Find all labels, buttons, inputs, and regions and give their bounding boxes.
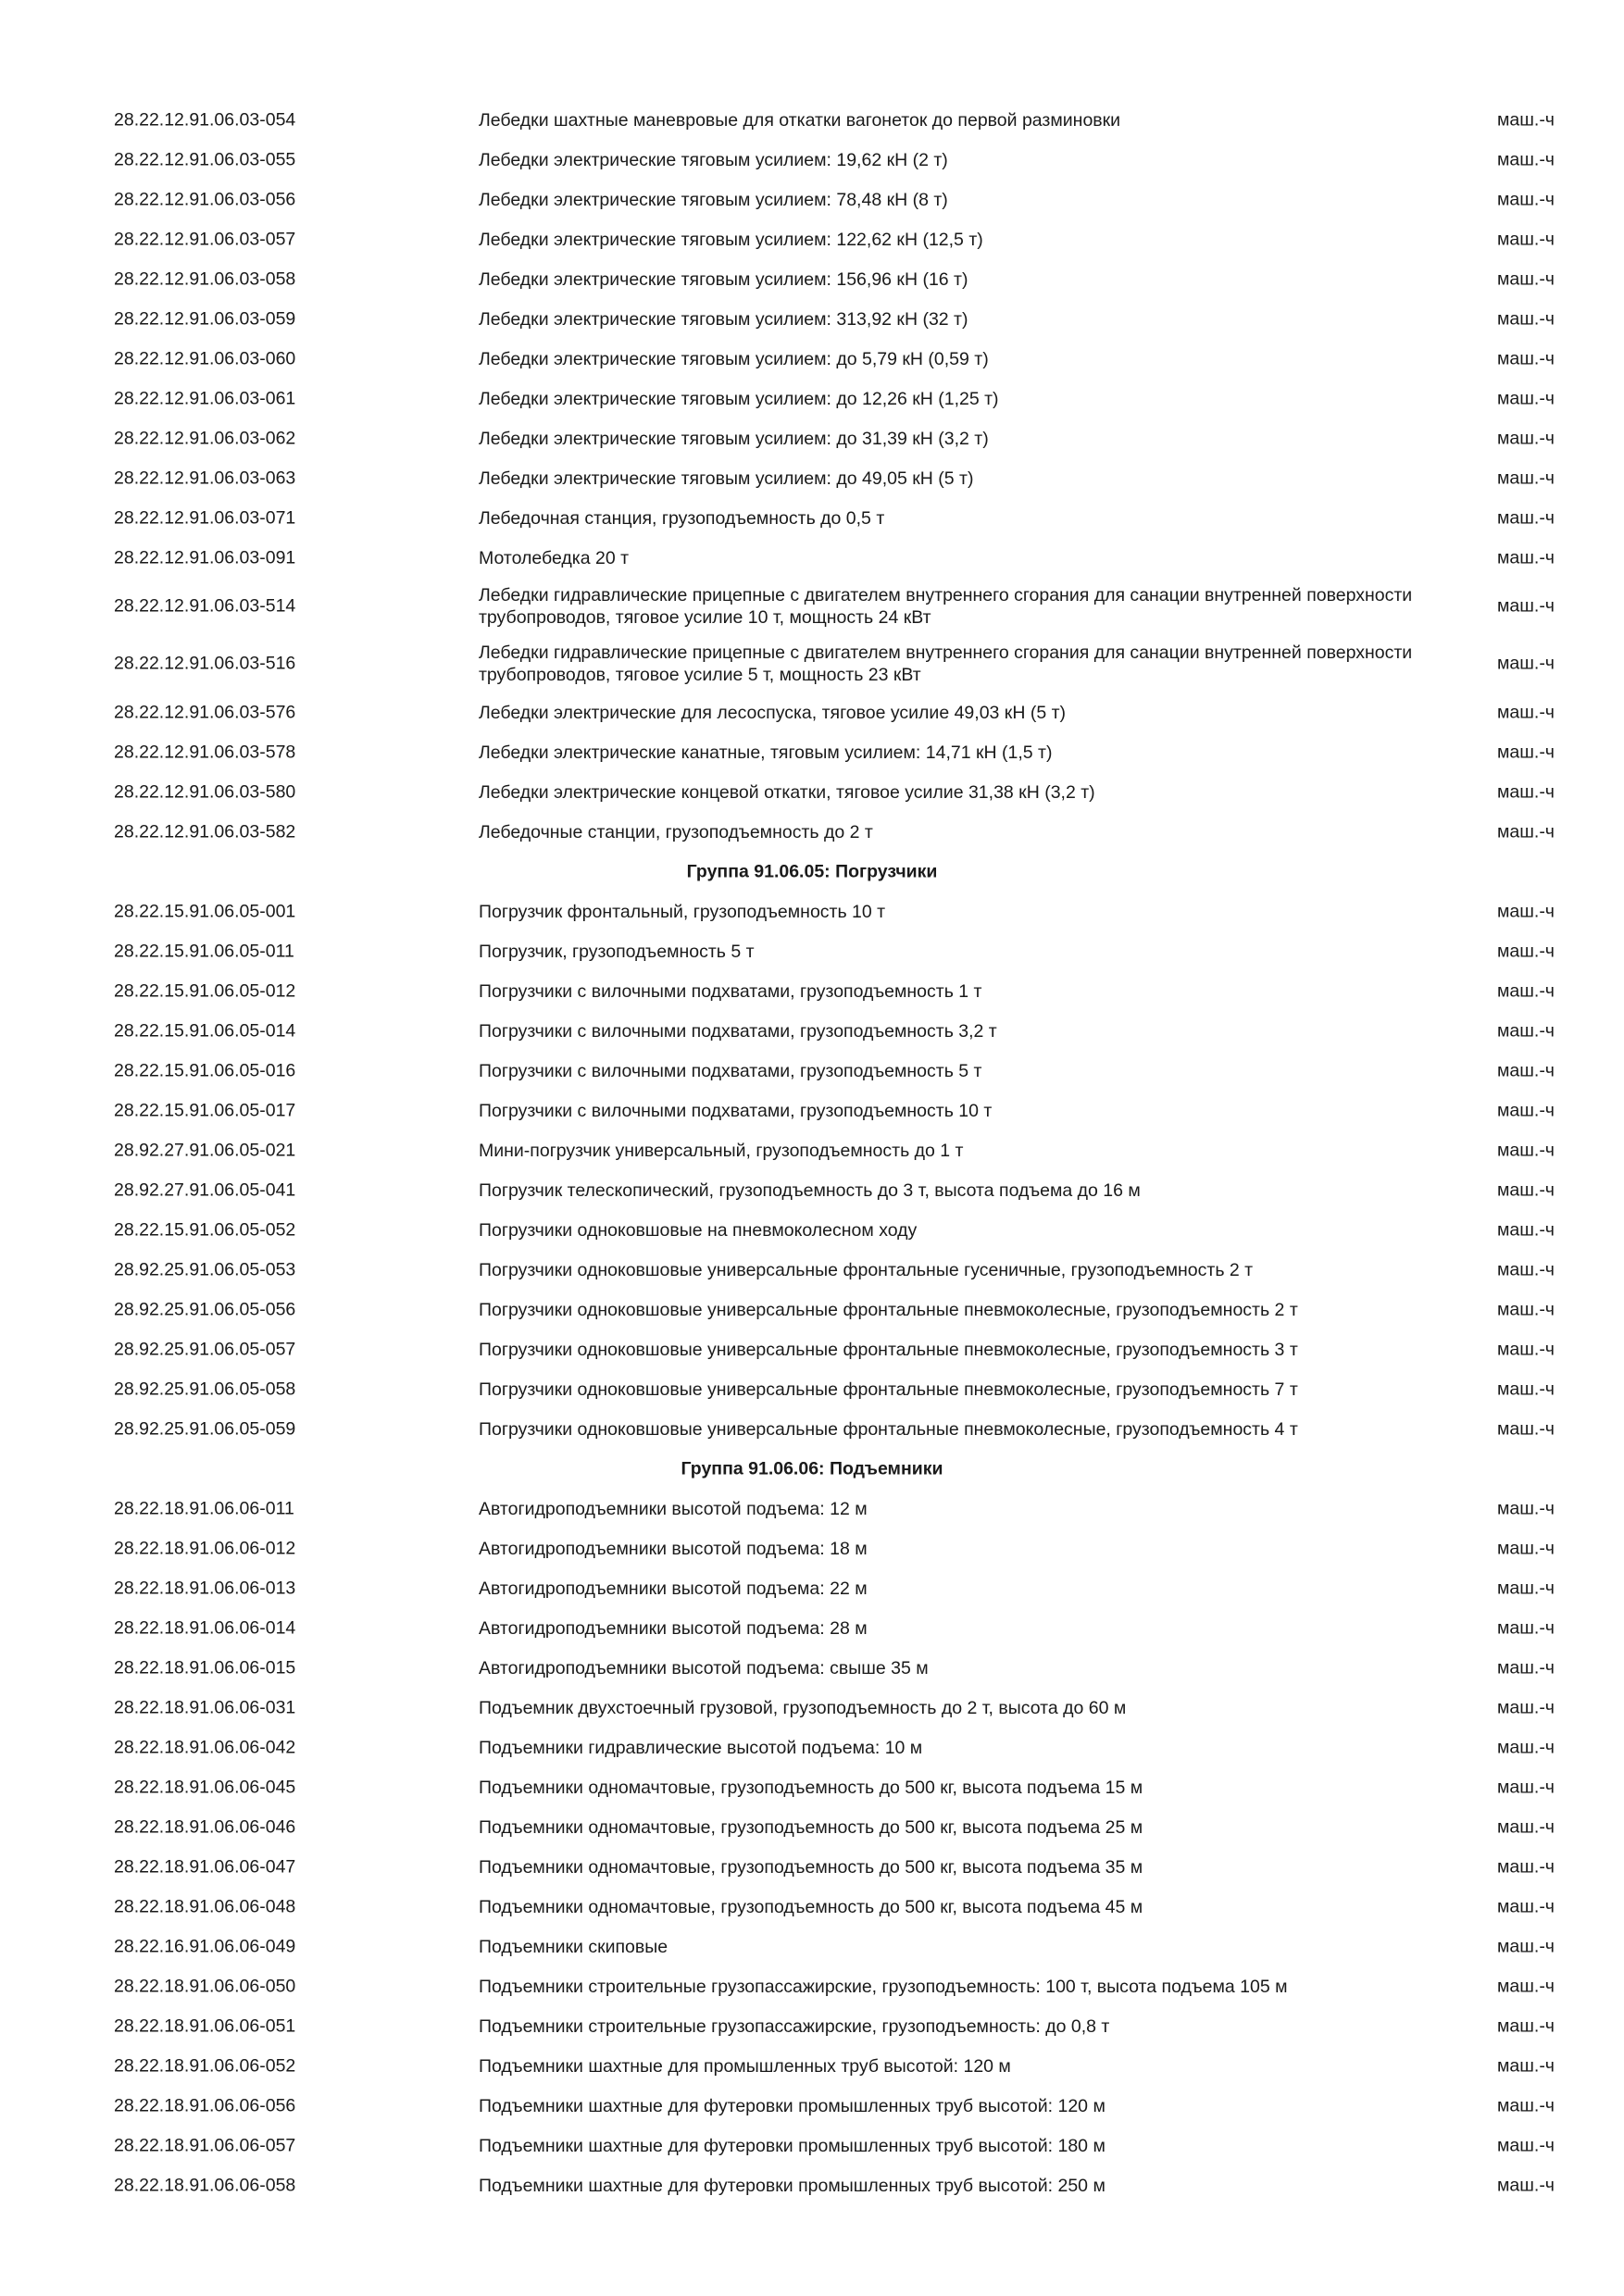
resource-description: Погрузчики одноковшовые универсальные фронтальные гусеничные, грузоподъемность 2 т [479,1259,1254,1280]
resource-code: 28.22.15.91.06.05-016 [114,1060,296,1080]
resource-description: Погрузчики с вилочными подхватами, грузоподъемность 3,2 т [479,1020,997,1042]
resource-description: Подъемники одномачтовые, грузоподъемность до 500 кг, высота подъема 15 м [479,1777,1143,1798]
table-row [0,2126,1624,2165]
unit-of-measure: маш.-ч [1497,821,1555,842]
unit-of-measure: маш.-ч [1497,595,1555,617]
resource-code: 28.22.15.91.06.05-012 [114,980,296,1001]
resource-code: 28.22.12.91.06.03-063 [114,468,296,488]
unit-of-measure: маш.-ч [1497,1060,1555,1080]
resource-code: 28.22.18.91.06.06-051 [114,2015,296,2036]
table-row [0,772,1624,812]
table-row [0,931,1624,971]
resource-description: Подъемники одномачтовые, грузоподъемность до 500 кг, высота подъема 45 м [479,1896,1143,1917]
table-row [0,1568,1624,1608]
unit-of-measure: маш.-ч [1497,388,1555,408]
resource-description: Погрузчики с вилочными подхватами, грузоподъемность 10 т [479,1100,993,1121]
resource-description: Погрузчики одноковшовые универсальные фронтальные пневмоколесные, грузоподъемность 2 т [479,1299,1298,1320]
resource-description: Погрузчик фронтальный, грузоподъемность 10 т [479,901,886,922]
resource-description: Подъемники строительные грузопассажирские, грузоподъемность: 100 т, высота подъема 105 м [479,1976,1288,1997]
unit-of-measure: маш.-ч [1497,547,1555,568]
resource-description: Лебедочные станции, грузоподъемность до 2 т [479,821,873,842]
table-row [0,1369,1624,1409]
resource-description: Погрузчики с вилочными подхватами, грузоподъемность 5 т [479,1060,982,1081]
table-row [0,1210,1624,1250]
unit-of-measure: маш.-ч [1497,1140,1555,1160]
group-title: Группа 91.06.06: Подъемники [681,1458,943,1479]
resource-description: Мини-погрузчик универсальный, грузоподъемность до 1 т [479,1140,964,1161]
resource-description: Погрузчики с вилочными подхватами, грузоподъемность 1 т [479,980,982,1002]
table-row [0,971,1624,1011]
resource-code: 28.92.25.91.06.05-059 [114,1418,296,1439]
table-row [0,1529,1624,1568]
resource-description: Автогидроподъемники высотой подъема: 28 м [479,1617,868,1639]
unit-of-measure: маш.-ч [1497,1856,1555,1877]
table-row [0,1170,1624,1210]
unit-of-measure: маш.-ч [1497,2095,1555,2115]
unit-of-measure: маш.-ч [1497,348,1555,368]
unit-of-measure: маш.-ч [1497,1299,1555,1319]
unit-of-measure: маш.-ч [1497,1617,1555,1638]
unit-of-measure: маш.-ч [1497,1737,1555,1757]
table-row [0,498,1624,538]
unit-of-measure: маш.-ч [1497,1538,1555,1558]
resource-description: Подъемники строительные грузопассажирские, грузоподъемность: до 0,8 т [479,2015,1110,2037]
resource-code: 28.22.15.91.06.05-017 [114,1100,296,1120]
resource-code: 28.22.12.91.06.03-576 [114,702,296,722]
unit-of-measure: маш.-ч [1497,702,1555,722]
resource-description: Лебедки электрические тяговым усилием: 19,62 кН (2 т) [479,149,948,170]
unit-of-measure: маш.-ч [1497,229,1555,249]
resource-description: Лебедки электрические тяговым усилием: 313,92 кН (32 т) [479,308,968,330]
table-row [0,339,1624,379]
unit-of-measure: маш.-ч [1497,1498,1555,1518]
table-row [0,1250,1624,1290]
unit-of-measure: маш.-ч [1497,941,1555,961]
resource-code: 28.22.18.91.06.06-058 [114,2175,296,2195]
resource-code: 28.22.12.91.06.03-060 [114,348,296,368]
unit-of-measure: маш.-ч [1497,2175,1555,2195]
resource-code: 28.22.18.91.06.06-014 [114,1617,296,1638]
resource-description: Подъемники скиповые [479,1936,668,1957]
resource-description: Лебедки шахтные маневровые для откатки вагонеток до первой разминовки [479,109,1121,131]
resource-description: Лебедки электрические концевой откатки, тяговое усилие 31,38 кН (3,2 т) [479,781,1095,803]
unit-of-measure: маш.-ч [1497,2015,1555,2036]
table-row [0,1091,1624,1130]
resource-description: Автогидроподъемники высотой подъема: 22 м [479,1578,868,1599]
table-row [0,732,1624,772]
resource-code: 28.22.18.91.06.06-052 [114,2055,296,2076]
table-row [0,2046,1624,2086]
resource-description: Лебедки гидравлические прицепные с двигателем внутреннего сгорания для санации внутренней поверхности трубопроводов, тяговое усилие 10 т, мощность 24 кВт [479,585,1413,628]
table-row [0,418,1624,458]
unit-of-measure: маш.-ч [1497,1379,1555,1399]
unit-of-measure: маш.-ч [1497,653,1555,674]
resource-code: 28.92.25.91.06.05-058 [114,1379,296,1399]
resource-code: 28.22.18.91.06.06-012 [114,1538,296,1558]
table-row [0,2165,1624,2205]
resource-description: Автогидроподъемники высотой подъема: 12 м [479,1498,868,1519]
table-row [0,140,1624,180]
resource-code: 28.22.15.91.06.05-014 [114,1020,296,1041]
unit-of-measure: маш.-ч [1497,1896,1555,1916]
table-row [0,2006,1624,2046]
resource-code: 28.22.12.91.06.03-057 [114,229,296,249]
resource-code: 28.22.15.91.06.05-052 [114,1219,296,1240]
resource-code: 28.22.18.91.06.06-042 [114,1737,296,1757]
resource-code: 28.92.25.91.06.05-057 [114,1339,296,1359]
table-row [0,1489,1624,1529]
table-row [0,892,1624,931]
unit-of-measure: маш.-ч [1497,149,1555,169]
resource-code: 28.22.18.91.06.06-031 [114,1697,296,1717]
resource-description: Подъемники шахтные для футеровки промышленных труб высотой: 250 м [479,2175,1106,2196]
group-header [0,1449,1624,1489]
resource-code: 28.22.18.91.06.06-057 [114,2135,296,2155]
table-row [0,1927,1624,1966]
table-row [0,259,1624,299]
unit-of-measure: маш.-ч [1497,901,1555,921]
table-row [0,693,1624,732]
resource-description: Подъемники шахтные для футеровки промышленных труб высотой: 120 м [479,2095,1106,2116]
table-row [0,1011,1624,1051]
resource-code: 28.22.12.91.06.03-578 [114,742,296,762]
table-row [0,1130,1624,1170]
resource-code: 28.92.25.91.06.05-056 [114,1299,296,1319]
table-row [0,1051,1624,1091]
resource-code: 28.22.12.91.06.03-582 [114,821,296,842]
table-row [0,1648,1624,1688]
resource-code: 28.22.12.91.06.03-516 [114,653,296,674]
unit-of-measure: маш.-ч [1497,1179,1555,1200]
resource-description: Лебедки электрические тяговым усилием: 122,62 кН (12,5 т) [479,229,983,250]
resource-description: Лебедки электрические для лесоспуска, тяговое усилие 49,03 кН (5 т) [479,702,1067,723]
resource-code: 28.22.18.91.06.06-045 [114,1777,296,1797]
resource-code: 28.22.12.91.06.03-054 [114,109,296,130]
resource-description: Подъемники одномачтовые, грузоподъемность до 500 кг, высота подъема 35 м [479,1856,1143,1878]
table-row [0,100,1624,140]
unit-of-measure: маш.-ч [1497,1657,1555,1678]
table-row [0,1608,1624,1648]
resource-description: Лебедки электрические тяговым усилием: до 31,39 кН (3,2 т) [479,428,989,449]
resource-description: Подъемник двухстоечный грузовой, грузоподъемность до 2 т, высота до 60 м [479,1697,1127,1718]
unit-of-measure: маш.-ч [1497,2055,1555,2076]
unit-of-measure: маш.-ч [1497,189,1555,209]
resource-code: 28.22.18.91.06.06-047 [114,1856,296,1877]
unit-of-measure: маш.-ч [1497,2135,1555,2155]
resource-code: 28.22.12.91.06.03-091 [114,547,296,568]
resource-code: 28.22.12.91.06.03-062 [114,428,296,448]
resource-code: 28.22.18.91.06.06-011 [114,1498,294,1518]
resource-description: Лебедки гидравлические прицепные с двигателем внутреннего сгорания для санации внутренней поверхности трубопроводов, тяговое усилие 5 т, мощность 23 кВт [479,643,1413,685]
resource-code: 28.92.25.91.06.05-053 [114,1259,296,1279]
resource-description: Погрузчики одноковшовые универсальные фронтальные пневмоколесные, грузоподъемность 3 т [479,1339,1298,1360]
table-row [0,1728,1624,1767]
resource-code: 28.22.12.91.06.03-514 [114,595,296,617]
unit-of-measure: маш.-ч [1497,1100,1555,1120]
resource-description: Подъемники гидравлические высотой подъема: 10 м [479,1737,923,1758]
resource-description: Автогидроподъемники высотой подъема: 18 м [479,1538,868,1559]
resource-code: 28.22.12.91.06.03-061 [114,388,296,408]
unit-of-measure: маш.-ч [1497,468,1555,488]
resource-description: Мотолебедка 20 т [479,547,630,568]
resource-code: 28.22.12.91.06.03-055 [114,149,296,169]
resource-code: 28.22.12.91.06.03-071 [114,507,296,528]
price-table [0,100,1624,2205]
resource-code: 28.22.18.91.06.06-046 [114,1816,296,1837]
resource-code: 28.22.18.91.06.06-056 [114,2095,296,2115]
unit-of-measure: маш.-ч [1497,781,1555,802]
table-row [0,1807,1624,1847]
resource-description: Лебедки электрические канатные, тяговым усилием: 14,71 кН (1,5 т) [479,742,1053,763]
unit-of-measure: маш.-ч [1497,1936,1555,1956]
unit-of-measure: маш.-ч [1497,1418,1555,1439]
resource-code: 28.22.18.91.06.06-013 [114,1578,296,1598]
resource-code: 28.22.18.91.06.06-048 [114,1896,296,1916]
unit-of-measure: маш.-ч [1497,1020,1555,1041]
table-row [0,538,1624,578]
table-row [0,1847,1624,1887]
resource-code: 28.22.15.91.06.05-011 [114,941,294,961]
resource-description: Погрузчики одноковшовые универсальные фронтальные пневмоколесные, грузоподъемность 7 т [479,1379,1298,1400]
unit-of-measure: маш.-ч [1497,109,1555,130]
table-row [0,1329,1624,1369]
table-row [0,458,1624,498]
resource-description: Погрузчики одноковшовые универсальные фронтальные пневмоколесные, грузоподъемность 4 т [479,1418,1298,1440]
unit-of-measure: маш.-ч [1497,1339,1555,1359]
table-row [0,299,1624,339]
table-row [0,379,1624,418]
unit-of-measure: маш.-ч [1497,428,1555,448]
unit-of-measure: маш.-ч [1497,1777,1555,1797]
resource-description: Подъемники одномачтовые, грузоподъемность до 500 кг, высота подъема 25 м [479,1816,1143,1838]
table-row [0,578,1624,635]
table-row [0,2086,1624,2126]
resource-code: 28.22.12.91.06.03-580 [114,781,296,802]
unit-of-measure: маш.-ч [1497,742,1555,762]
unit-of-measure: маш.-ч [1497,268,1555,289]
resource-code: 28.92.27.91.06.05-021 [114,1140,296,1160]
unit-of-measure: маш.-ч [1497,1219,1555,1240]
table-row [0,1290,1624,1329]
resource-description: Подъемники шахтные для промышленных труб высотой: 120 м [479,2055,1011,2077]
resource-description: Лебедки электрические тяговым усилием: 78,48 кН (8 т) [479,189,948,210]
unit-of-measure: маш.-ч [1497,1697,1555,1717]
unit-of-measure: маш.-ч [1497,1578,1555,1598]
table-row [0,219,1624,259]
resource-description: Погрузчик, грузоподъемность 5 т [479,941,755,962]
resource-description: Лебедки электрические тяговым усилием: до 12,26 кН (1,25 т) [479,388,999,409]
unit-of-measure: маш.-ч [1497,308,1555,329]
table-row [0,180,1624,219]
resource-description: Погрузчики одноковшовые на пневмоколесном ходу [479,1219,918,1241]
resource-code: 28.22.15.91.06.05-001 [114,901,296,921]
table-row [0,635,1624,693]
resource-description: Лебедочная станция, грузоподъемность до 0,5 т [479,507,885,529]
unit-of-measure: маш.-ч [1497,1976,1555,1996]
table-row [0,1767,1624,1807]
unit-of-measure: маш.-ч [1497,1816,1555,1837]
table-row [0,1409,1624,1449]
resource-code: 28.92.27.91.06.05-041 [114,1179,296,1200]
resource-description: Лебедки электрические тяговым усилием: 156,96 кН (16 т) [479,268,968,290]
resource-description: Автогидроподъемники высотой подъема: свыше 35 м [479,1657,929,1678]
group-title: Группа 91.06.05: Погрузчики [686,861,938,881]
table-row [0,1887,1624,1927]
table-row [0,812,1624,852]
unit-of-measure: маш.-ч [1497,507,1555,528]
table-row [0,1688,1624,1728]
group-header [0,852,1624,892]
table-row [0,1966,1624,2006]
resource-code: 28.22.12.91.06.03-056 [114,189,296,209]
resource-description: Лебедки электрические тяговым усилием: до 49,05 кН (5 т) [479,468,974,489]
resource-description: Погрузчик телескопический, грузоподъемность до 3 т, высота подъема до 16 м [479,1179,1141,1201]
resource-code: 28.22.18.91.06.06-050 [114,1976,296,1996]
resource-code: 28.22.18.91.06.06-015 [114,1657,296,1678]
resource-description: Подъемники шахтные для футеровки промышленных труб высотой: 180 м [479,2135,1106,2156]
unit-of-measure: маш.-ч [1497,980,1555,1001]
resource-code: 28.22.12.91.06.03-059 [114,308,296,329]
resource-description: Лебедки электрические тяговым усилием: до 5,79 кН (0,59 т) [479,348,989,369]
resource-code: 28.22.16.91.06.06-049 [114,1936,296,1956]
resource-code: 28.22.12.91.06.03-058 [114,268,296,289]
unit-of-measure: маш.-ч [1497,1259,1555,1279]
